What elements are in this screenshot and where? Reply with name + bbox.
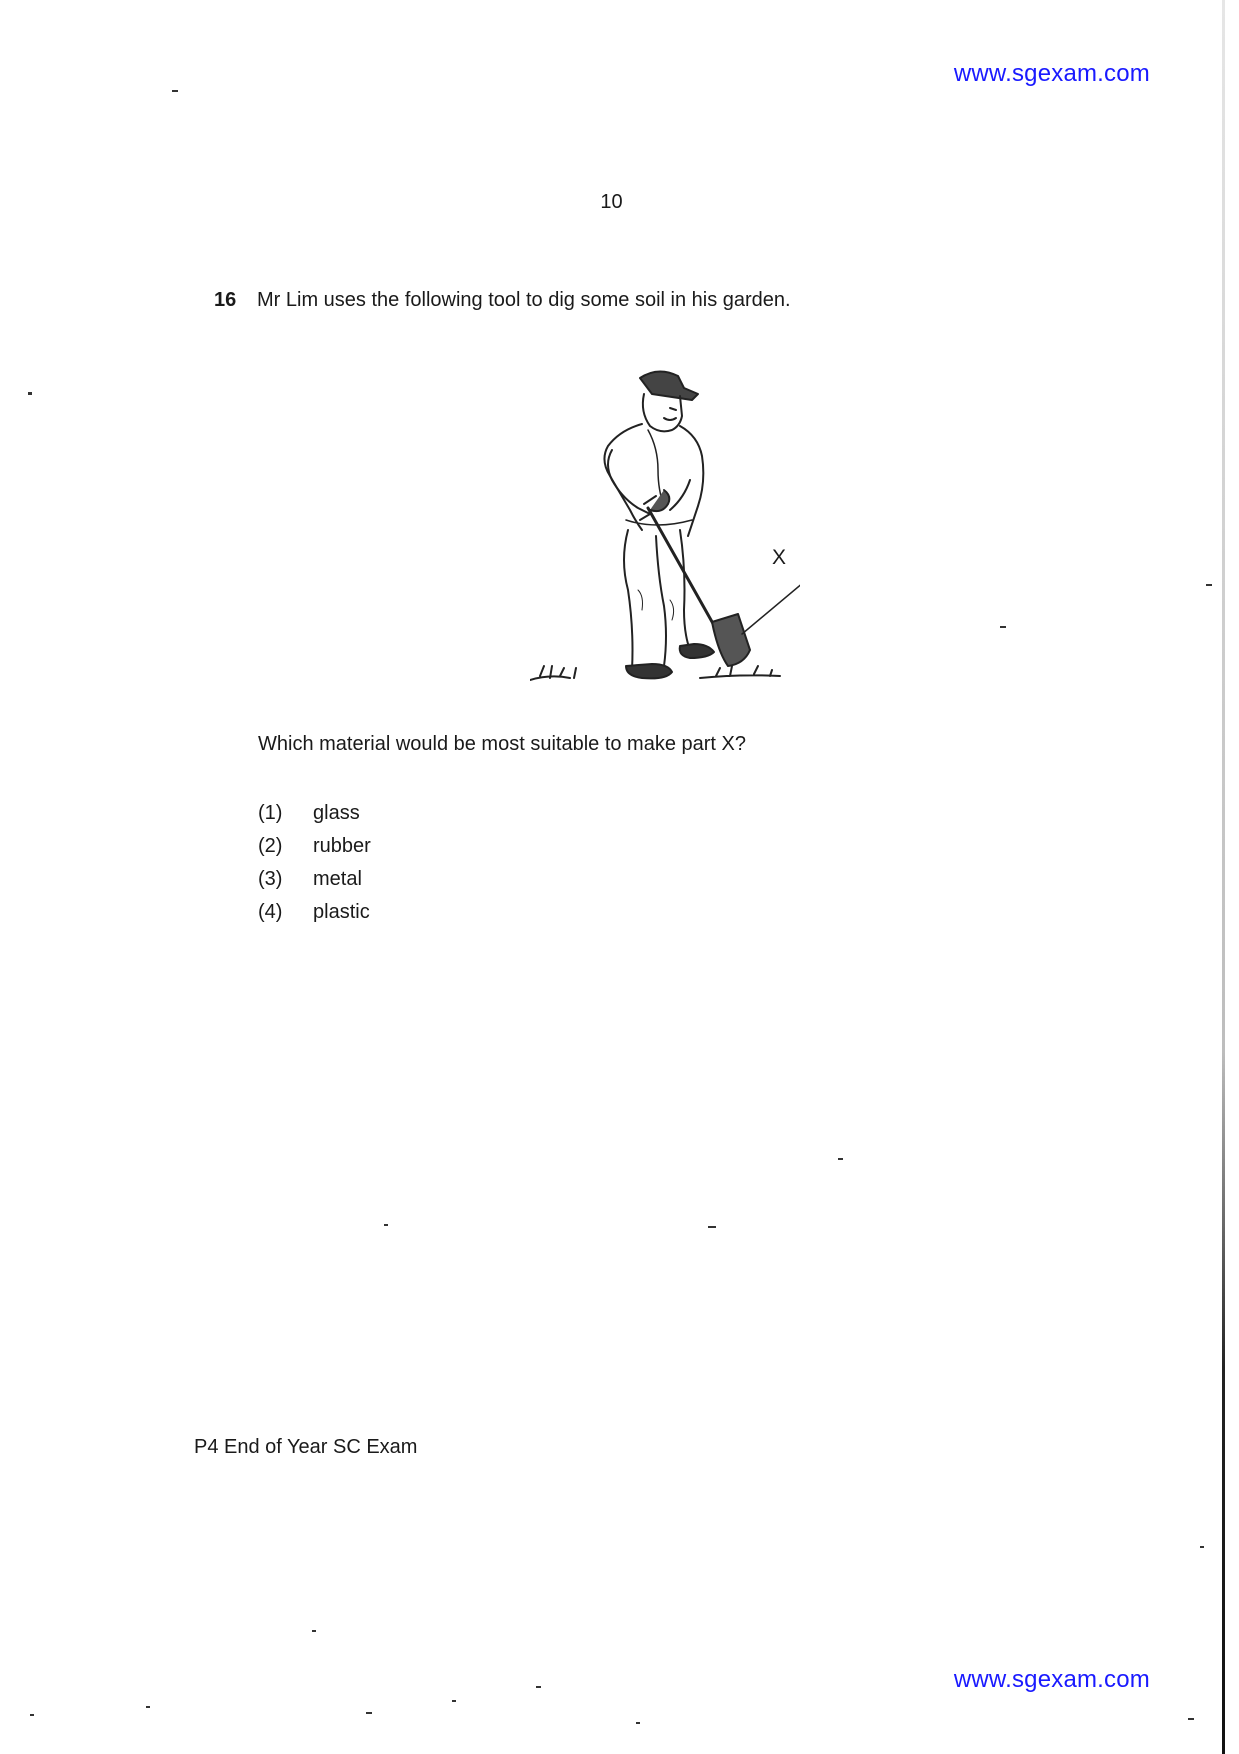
scan-speck: [28, 392, 32, 395]
scan-speck: [172, 90, 178, 92]
scan-speck: [838, 1158, 843, 1160]
man-digging-with-spade-illustration: [530, 360, 800, 690]
option-2: [258, 830, 371, 863]
watermark-top: www.sgexam.com: [953, 60, 1150, 87]
scan-speck: [636, 1722, 640, 1724]
option-text: plastic: [313, 901, 370, 923]
question-prompt: Which material would be most suitable to make part X?: [258, 733, 746, 755]
question-stem: [214, 289, 791, 312]
scan-speck: [312, 1630, 316, 1632]
option-number: (2): [258, 835, 283, 857]
option-3: [258, 863, 371, 896]
question-text: Mr Lim uses the following tool to dig some soil in his garden.: [257, 289, 791, 311]
page-number: 10: [600, 191, 623, 213]
scan-speck: [1200, 1546, 1204, 1548]
option-text: glass: [313, 802, 360, 824]
scan-speck: [366, 1712, 372, 1714]
answer-options: [258, 797, 371, 929]
scan-speck: [452, 1700, 456, 1702]
scan-speck: [146, 1706, 150, 1708]
watermark-bottom: www.sgexam.com: [953, 1666, 1150, 1693]
scan-speck: [30, 1714, 34, 1716]
figure-label-x: X: [772, 546, 787, 569]
option-number: (4): [258, 901, 283, 923]
option-1: [258, 797, 371, 830]
scan-speck: [1000, 626, 1006, 628]
scan-speck: [708, 1226, 716, 1228]
option-number: (1): [258, 802, 283, 824]
exam-footer: P4 End of Year SC Exam: [194, 1436, 418, 1458]
scan-speck: [536, 1686, 541, 1688]
option-text: rubber: [313, 835, 371, 857]
scan-speck: [1188, 1718, 1194, 1720]
option-text: metal: [313, 868, 362, 890]
option-4: [258, 896, 371, 929]
scan-speck: [384, 1224, 388, 1226]
option-number: (3): [258, 868, 283, 890]
scan-speck: [1206, 584, 1212, 586]
question-number: 16: [214, 289, 237, 311]
scanned-page-edge: [1222, 0, 1225, 1754]
